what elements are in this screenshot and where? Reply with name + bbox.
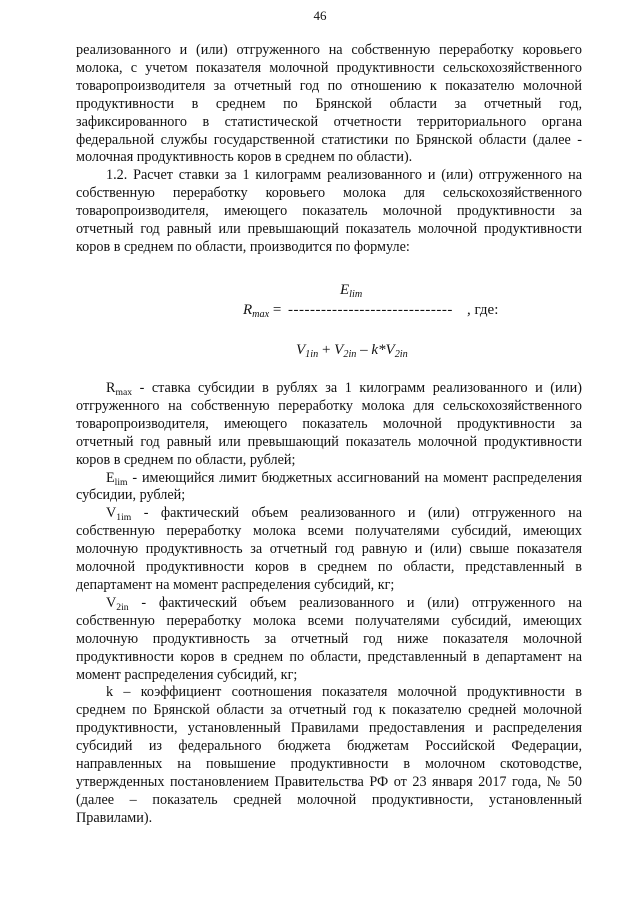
definition-rmax: $R_{max}$ - ставка субсидии в рублях за 1 килограмм реализованного и (или) отгруженного на собственную переработку молока для сельскохозяйственного товаропроизводителя, имеющего показатель молочной продуктивности за отчетный год равный или превышающий показатель молочной продуктивности коров в среднем по области, рублей; — [76, 380, 582, 468]
intro-paragraph: реализованного и (или) отгруженного на собственную переработку коровьего молока, с учетом показателя молочной продуктивности сельскохозяйственного товаропроизводителя за отчетный год по отношению к показателю молочной продуктивности в среднем по Брянской области за отчетный год, зафиксированного в статистической отчетности территориального органа федеральной службы государственной статистики по Брянской области (далее - молочная продуктивность коров в среднем по области). — [76, 42, 582, 166]
definition-v1lim: $V_{1im}$ - фактический объем реализованного и (или) отгруженного на собственную переработку молока всеми получателями субсидий, имеющих молочную продуктивность за отчетный год равную и (или) свыше показателя молочной продуктивности коров в среднем по области, представленный в департамент на момент распределения субсидий, кг; — [76, 505, 582, 593]
definition-v2in: $V_{2in}$ - фактический объем реализованного и (или) отгруженного на собственную переработку молока всеми получателями субсидий, имеющих молочную продуктивность за отчетный год ниже показателя молочной продуктивности коров в среднем по области, представленный в департамент на момент распределения субсидий, кг; — [76, 594, 582, 683]
definitions-block — [76, 380, 582, 828]
clause-1-2-paragraph: 1.2. Расчет ставки за 1 килограмм реализованного и (или) отгруженного на собственную переработку коровьего молока для сельскохозяйственного товаропроизводителя, имеющего показатель молочной продуктивности за отчетный год равный или превышающий показатель молочной продуктивности коров в среднем по области, производится по формуле: — [76, 167, 582, 255]
definition-elim: $E_{lim}$ - имеющийся лимит бюджетных ассигнований на момент распределения субсидии, рублей; — [76, 469, 582, 504]
definition-k: k – коэффициент соотношения показателя молочной продуктивности в среднем по Брянской области за отчетный год к показателю средней молочной продуктивности, установленный Правилами предоставления и распределения субсидий из федерального бюджета бюджетам Российской Федерации, направленных на повышение продуктивности в молочном скотоводстве, утвержденных постановлением Правительства РФ от 23 января 2017 года, № 50 (далее – показатель средней молочной продуктивности, установленный Правилами). — [76, 684, 582, 826]
page-number: 46 — [313, 8, 327, 23]
formula-fraction-line: ------------------------------ — [288, 302, 453, 318]
rate-formula — [0, 270, 640, 370]
formula-where-label: , где: — [467, 302, 499, 318]
formula-lhs: $R_{max}$ = — [243, 302, 282, 321]
formula-denominator: $V_{1in} + V_{2in} - k*V_{2in}$ — [296, 342, 408, 361]
formula-numerator: $E_{lim}$ — [340, 282, 363, 301]
intro-block — [76, 42, 582, 257]
